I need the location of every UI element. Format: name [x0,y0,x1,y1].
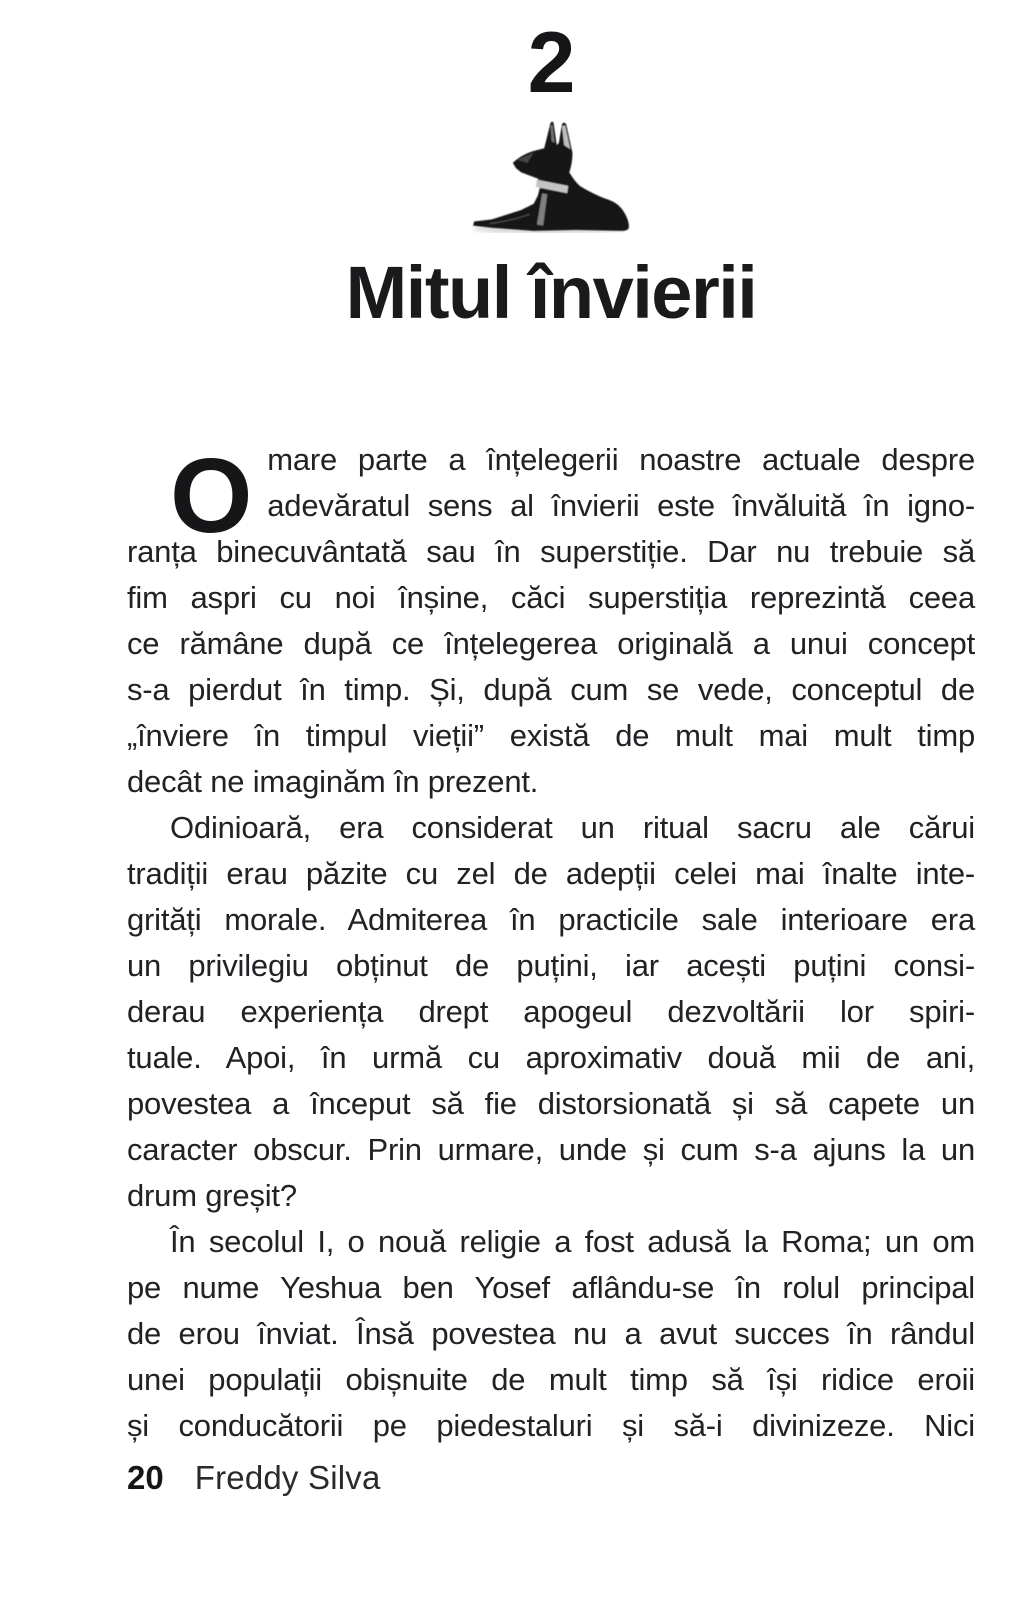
text-line: unei populații obișnuite de mult timp să își ridice eroii [127,1362,975,1397]
text-line: fim aspri cu noi înșine, căci superstiția reprezintă ceea [127,580,975,615]
paragraph [127,1219,975,1449]
drop-cap: O [170,437,253,555]
footer-author: Freddy Silva [194,1459,381,1496]
text-line: grități morale. Admiterea în practicile sale interioare era [127,902,975,937]
dropcap-lines [267,437,975,529]
text-line: de erou înviat. Însă povestea nu a avut succes în rândul [127,1316,975,1351]
text-line: derau experiența drept apogeul dezvoltării lor spiri- [127,994,975,1029]
jackal-body [473,122,629,231]
text-line: s-a pierdut în timp. Și, după cum se vede, conceptul de [127,672,975,707]
body-text [127,437,975,1449]
text-line: pe nume Yeshua ben Yosef aflându-se în rolul principal [127,1270,975,1305]
text-line: mare parte a înțelegerii noastre actuale despre [267,442,975,477]
text-line: povestea a început să fie distorsionată și să capete un [127,1086,975,1121]
text-line: și conducătorii pe piedestaluri și să-i divinizeze. Nici [127,1408,975,1443]
anubis-statue-drawing [471,120,631,233]
text-line: adevăratul sens al învierii este învăluită în igno- [267,488,975,523]
chapter-number: 2 [527,15,575,111]
page-footer [127,1458,975,1498]
text-line: caracter obscur. Prin urmare, unde și cum s-a ajuns la un [127,1132,975,1167]
text-line: tuale. Apoi, în urmă cu aproximativ două mii de ani, [127,1040,975,1075]
footer-page-number: 20 [127,1459,164,1496]
text-line: În secolul I, o nouă religie a fost adusă la Roma; un om [170,1224,975,1259]
chapter-title: Mitul învierii [345,251,757,334]
paragraph [127,437,975,805]
text-line: drum greșit? [127,1178,297,1213]
text-line: un privilegiu obținut de puțini, iar acești puțini consi- [127,948,975,983]
text-line: tradiții erau păzite cu zel de adepții celei mai înalte inte- [127,856,975,891]
anubis-statue-image [471,120,631,233]
text-line: ce rămâne după ce înțelegerea originală a unui concept [127,626,975,661]
text-line: decât ne imaginăm în prezent. [127,764,539,799]
text-line: ranța binecuvântată sau în superstiție. Dar nu trebuie să [127,534,975,569]
text-line: „înviere în timpul vieții” există de mult mai mult timp [127,718,975,753]
text-line: Odinioară, era considerat un ritual sacru ale cărui [170,810,975,845]
paragraph [127,805,975,1219]
page-content [0,15,1013,1498]
